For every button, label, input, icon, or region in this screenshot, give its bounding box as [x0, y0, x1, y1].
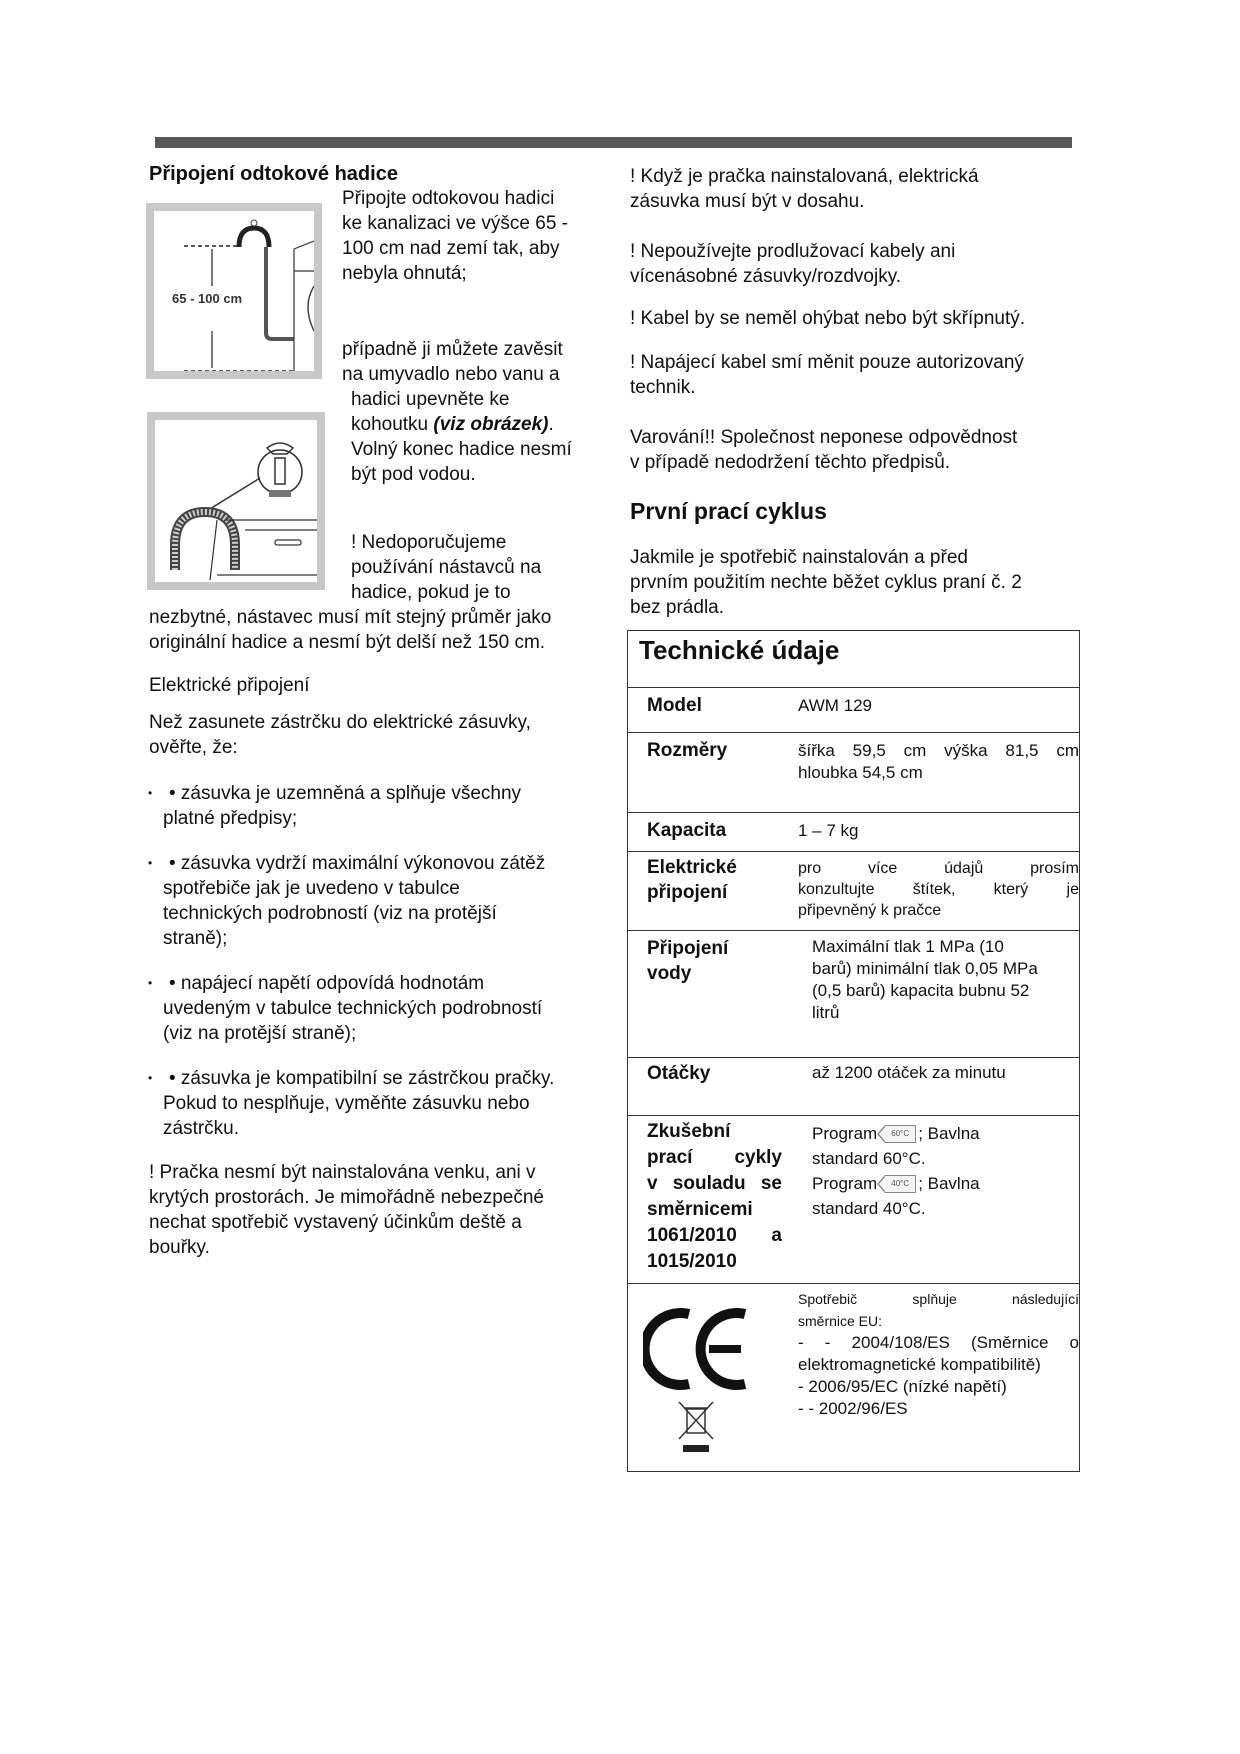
table-row-dimensions — [628, 732, 1079, 813]
row-label: Model — [647, 695, 702, 716]
table-row-capacity — [628, 812, 1079, 852]
cable-bend-note: ! Kabel by se neměl ohýbat nebo být skřípnutý. — [630, 308, 1026, 329]
first-cycle-text: Jakmile je spotřebič nainstalován a před prvním použitím nechte běžet cyklus praní č. 2 bez prádla. — [630, 547, 1022, 618]
header-rule — [155, 137, 1072, 148]
drain-height-illustration — [146, 203, 322, 379]
socket-reach-note: ! Když je pračka nainstalovaná, elektrická zásuvka musí být v dosahu. — [630, 166, 979, 212]
extension-warning-indented: ! Nedoporučujeme používání nástavců na hadice, pokud je to — [351, 532, 542, 603]
row-label: Připojení vody — [647, 938, 729, 984]
row-value: Spotřebič splňuje následující směrnice EU: - - 2004/108/ES (Směrnice o elektromagnetické kompatibilitě) - 2006/95/EC (nízké napětí) - - 2002/96/ES — [798, 1291, 1079, 1418]
table-row-electric — [628, 851, 1079, 931]
outdoor-warning: ! Pračka nesmí být nainstalována venku, ani v krytých prostorách. Je mimořádně nebezpečné nechat spotřebič vystavený účinkům deště a bouřky. — [149, 1162, 544, 1258]
row-value: až 1200 otáček za minutu — [812, 1063, 1006, 1082]
extension-warning: nezbytné, nástavec musí mít stejný průměr jako originální hadice a nesmí být delší než 150 cm. — [149, 607, 552, 653]
electric-checklist — [149, 781, 619, 1141]
wash-program-40-icon: 40°C — [885, 1175, 916, 1193]
hose-on-tap-illustration — [147, 412, 325, 590]
checklist-item: • • napájecí napětí odpovídá hodnotám uvedeným v tabulce technických podrobností (viz na protější straně); — [148, 973, 543, 1044]
first-cycle-heading: První prací cyklus — [630, 498, 827, 524]
table-row-water — [628, 930, 1079, 1058]
drain-text-1: Připojte odtokovou hadici ke kanalizaci ve výšce 65 - 100 cm nad zemí tak, aby nebyla ohnutá; — [342, 188, 568, 284]
electric-intro: Než zasunete zástrčku do elektrické zásuvky, ověřte, že: — [149, 712, 531, 758]
row-value: 1 – 7 kg — [798, 821, 859, 840]
row-label: Rozměry — [647, 740, 728, 761]
row-label: Zkušební prací cykly v souladu se směrnicemi 1061/2010 a 1015/2010 — [647, 1121, 782, 1272]
checklist-item: • • zásuvka je kompatibilní se zástrčkou pračky. Pokud to nesplňuje, vyměňte zásuvku nebo zástrčku. — [148, 1068, 555, 1139]
row-label: Kapacita — [647, 820, 727, 841]
extension-cable-note: ! Nepoužívejte prodlužovací kabely ani vícenásobné zásuvky/rozdvojky. — [630, 241, 956, 287]
row-value: šířka 59,5 cm výška 81,5 cm hloubka 54,5 cm — [798, 741, 1079, 782]
drain-text-2: případně ji můžete zavěsit na umyvadlo nebo vanu a hadici upevněte ke kohoutku (viz obrázek). Volný konec hadice nesmí být pod vodou. — [342, 339, 572, 485]
weee-crossed-bin-icon — [676, 1399, 716, 1454]
row-value: Program 60°C ; Bavlna standard 60°C. Program 40°C ; Bavlna standard 40°C. — [812, 1124, 980, 1218]
table-row-test-cycles — [628, 1115, 1079, 1284]
row-label: Otáčky — [647, 1063, 711, 1084]
liability-warning: Varování!! Společnost neponese odpovědnost v případě nedodržení těchto předpisů. — [630, 427, 1018, 473]
row-value: AWM 129 — [798, 696, 873, 715]
technical-data-table — [627, 630, 1080, 1472]
electric-connection-heading: Elektrické připojení — [149, 675, 310, 696]
wash-program-60-icon: 60°C — [885, 1125, 916, 1143]
table-row-model — [628, 687, 1079, 733]
height-range-label: 65 - 100 cm — [172, 291, 243, 306]
hose-clip-tap-diagram-icon — [155, 420, 317, 582]
ce-mark-icon — [643, 1306, 753, 1391]
table-row-spin — [628, 1057, 1079, 1116]
checklist-item: • • zásuvka je uzemněná a splňuje všechny platné předpisy; — [148, 783, 522, 829]
cable-replace-note: ! Napájecí kabel smí měnit pouze autorizovaný technik. — [630, 352, 1024, 398]
row-label: Elektrické připojení — [647, 857, 737, 903]
drain-hose-heading: Připojení odtokové hadice — [149, 163, 398, 185]
row-value: pro více údajů prosím konzultujte štítek, který je připevněný k pračce — [798, 860, 1079, 919]
checklist-item: • • zásuvka vydrží maximální výkonovou zátěž spotřebiče jak je uvedeno v tabulce technických podrobností (viz na protější straně); — [148, 853, 546, 949]
table-row-eu-directives — [628, 1283, 1079, 1472]
table-title: Technické údaje — [639, 635, 840, 665]
row-value: Maximální tlak 1 MPa (10 barů) minimální tlak 0,05 MPa (0,5 barů) kapacita bubnu 52 litrů — [812, 937, 1038, 1022]
